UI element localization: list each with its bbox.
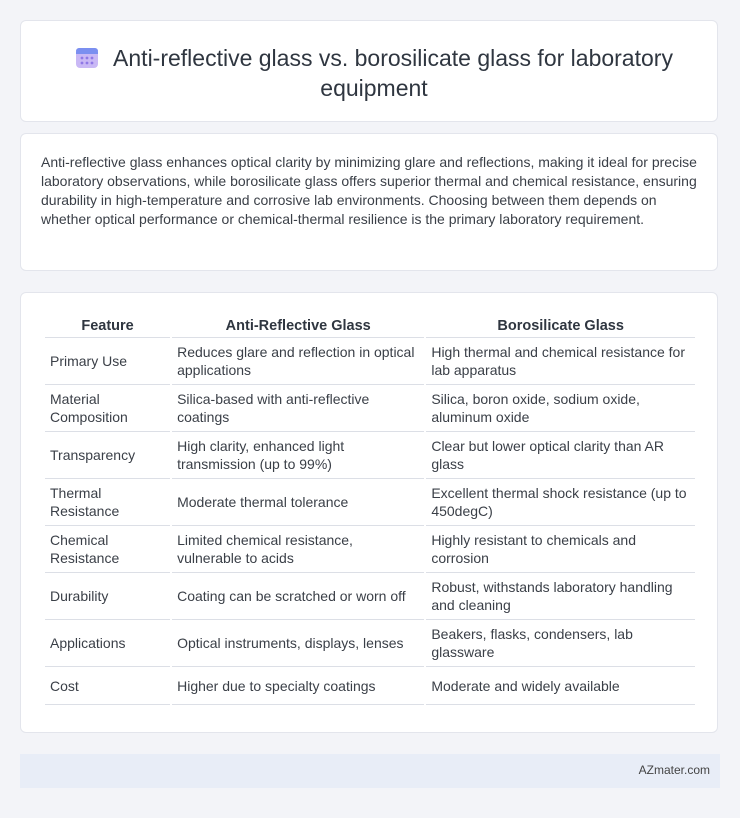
table-row (45, 667, 695, 705)
column-header-anti-reflective: Anti-Reflective Glass (172, 315, 424, 338)
anti-reflective-cell: Silica-based with anti-reflective coatings (172, 385, 424, 432)
feature-cell: Material Composition (45, 385, 170, 432)
borosilicate-cell: Silica, boron oxide, sodium oxide, aluminum oxide (426, 385, 695, 432)
intro-card (20, 133, 718, 271)
title-text: Anti-reflective glass vs. borosilicate glass for laboratory equipment (113, 45, 673, 101)
anti-reflective-cell: Coating can be scratched or worn off (172, 573, 424, 620)
table-row (45, 479, 695, 526)
feature-cell: Primary Use (45, 338, 170, 385)
table-row (45, 338, 695, 385)
table-row (45, 573, 695, 620)
borosilicate-cell: Beakers, flasks, condensers, lab glassware (426, 620, 695, 667)
page-title (51, 43, 697, 103)
title-card (20, 20, 718, 122)
anti-reflective-cell: Higher due to specialty coatings (172, 667, 424, 705)
borosilicate-cell: High thermal and chemical resistance for lab apparatus (426, 338, 695, 385)
feature-cell: Thermal Resistance (45, 479, 170, 526)
anti-reflective-cell: Moderate thermal tolerance (172, 479, 424, 526)
comparison-table (43, 315, 697, 705)
table-row (45, 385, 695, 432)
feature-cell: Cost (45, 667, 170, 705)
comparison-card (20, 292, 718, 733)
feature-cell: Chemical Resistance (45, 526, 170, 573)
feature-cell: Transparency (45, 432, 170, 479)
table-row (45, 526, 695, 573)
anti-reflective-cell: High clarity, enhanced light transmission (up to 99%) (172, 432, 424, 479)
footer-bar (20, 754, 720, 788)
anti-reflective-cell: Optical instruments, displays, lenses (172, 620, 424, 667)
table-row (45, 620, 695, 667)
table-row (45, 432, 695, 479)
borosilicate-cell: Moderate and widely available (426, 667, 695, 705)
borosilicate-cell: Clear but lower optical clarity than AR glass (426, 432, 695, 479)
column-header-feature: Feature (45, 315, 170, 338)
calendar-icon (75, 45, 99, 69)
borosilicate-cell: Highly resistant to chemicals and corrosion (426, 526, 695, 573)
footer-brand[interactable]: AZmater.com (638, 763, 710, 777)
borosilicate-cell: Excellent thermal shock resistance (up to 450degC) (426, 479, 695, 526)
anti-reflective-cell: Limited chemical resistance, vulnerable to acids (172, 526, 424, 573)
anti-reflective-cell: Reduces glare and reflection in optical applications (172, 338, 424, 385)
feature-cell: Applications (45, 620, 170, 667)
table-header-row (45, 315, 695, 338)
borosilicate-cell: Robust, withstands laboratory handling and cleaning (426, 573, 695, 620)
intro-paragraph: Anti-reflective glass enhances optical clarity by minimizing glare and reflections, making it ideal for precise laboratory observations, while borosilicate glass offers superior thermal and chemical resistance, ensuring durability in high-temperature and corrosive lab environments. Choosing between them depends on whether optical performance or chemical-thermal resilience is the primary laboratory requirement. (41, 154, 697, 227)
column-header-borosilicate: Borosilicate Glass (426, 315, 695, 338)
feature-cell: Durability (45, 573, 170, 620)
